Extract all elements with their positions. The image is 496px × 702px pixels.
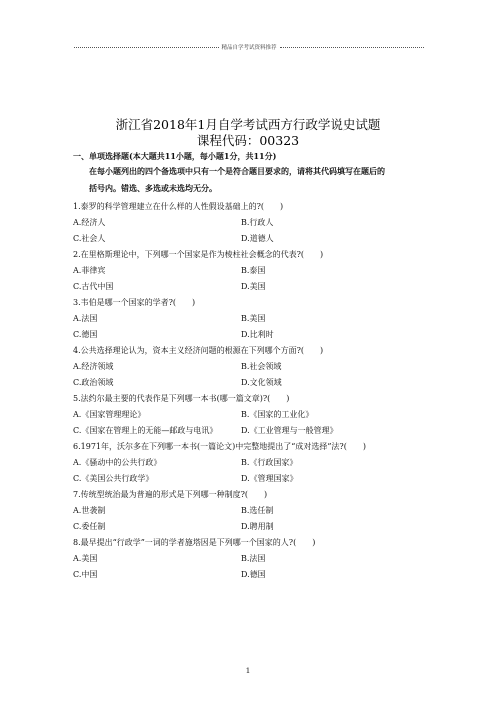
question-stem: 6.1971年，沃尔多在下列哪一本书(一篇论文)中完整地提出了“成对选择”法?( )	[73, 442, 366, 451]
question-stem: 5.法约尔最主要的代表作是下列哪一本书(哪一篇文章)?( )	[73, 394, 290, 403]
option-d: D.德国	[241, 570, 266, 579]
question-stem: 4.公共选择理论认为，资本主义经济问题的根源在下列哪个方面?( )	[73, 346, 324, 355]
option-a: A.经济人	[73, 218, 106, 227]
option-row	[73, 567, 433, 583]
option-c: C.《美国公共行政学》	[73, 474, 154, 483]
option-row	[73, 455, 433, 471]
option-d: D.美国	[241, 282, 266, 291]
option-c: C.委任制	[73, 522, 106, 531]
question-list	[73, 199, 433, 583]
question-stem: 3.韦伯是哪一个国家的学者?( )	[73, 298, 196, 307]
option-c: C.德国	[73, 330, 98, 339]
option-row	[73, 311, 433, 327]
option-row	[73, 279, 433, 295]
option-a: A.经济领域	[73, 362, 114, 371]
option-a: A.《国家管理理论》	[73, 410, 146, 419]
option-c: C.政治领域	[73, 378, 114, 387]
option-a: A.法国	[73, 314, 98, 323]
option-a: A.菲律宾	[73, 266, 106, 275]
option-a: A.《骚动中的公共行政》	[73, 458, 162, 467]
header-dots-right	[280, 47, 425, 48]
option-row	[73, 519, 433, 535]
option-row	[73, 359, 433, 375]
option-row	[73, 215, 433, 231]
header-dots-left	[74, 47, 219, 48]
option-d: D.道德人	[241, 234, 274, 243]
instruction-line-1: 在每小题列出的四个备选项中只有一个是符合题目要求的，请将其代码填写在题后的	[89, 166, 385, 176]
option-d: D.聘用制	[241, 522, 274, 531]
option-a: A.美国	[73, 554, 98, 563]
option-b: B.行政人	[241, 218, 274, 227]
option-b: B.《国家的工业化》	[241, 410, 314, 419]
option-row	[73, 423, 433, 439]
option-row	[73, 471, 433, 487]
option-row	[73, 327, 433, 343]
page-header	[74, 42, 424, 52]
course-code: 课程代码：00323	[196, 133, 300, 148]
option-b: B.社会领域	[241, 362, 282, 371]
option-row	[73, 551, 433, 567]
option-b: B.《行政国家》	[241, 458, 298, 467]
question-stem: 1.泰罗的科学管理建立在什么样的人性假设基础上的?( )	[73, 202, 284, 211]
option-d: D.文化领域	[241, 378, 282, 387]
option-c: C.中国	[73, 570, 98, 579]
question-stem: 8.最早提出“行政学”一词的学者施塔因是下列哪一个国家的人?( )	[73, 538, 316, 547]
question-stem: 2.在里格斯理论中，下列哪一个国家是作为棱柱社会概念的代表?( )	[73, 250, 324, 259]
option-row	[73, 375, 433, 391]
option-b: B.选任制	[241, 506, 274, 515]
option-b: B.泰国	[241, 266, 266, 275]
option-d: D.《工业管理与一般管理》	[241, 426, 338, 435]
option-d: D.《管理国家》	[241, 474, 298, 483]
option-a: A.世袭制	[73, 506, 106, 515]
section-heading: 一、单项选择题(本大题共11小题，每小题1分，共11分)	[73, 151, 277, 161]
option-c: C.社会人	[73, 234, 106, 243]
header-text: 精品自学考试资料推荐	[221, 45, 277, 51]
option-row	[73, 503, 433, 519]
option-c: C.《国家在管理上的无能—邮政与电讯》	[73, 426, 218, 435]
option-b: B.法国	[241, 554, 266, 563]
page-number: 1	[245, 666, 251, 675]
option-row	[73, 263, 433, 279]
option-row	[73, 231, 433, 247]
option-d: D.比利时	[241, 330, 274, 339]
option-row	[73, 407, 433, 423]
instruction-line-2: 括号内。错选、多选或未选均无分。	[89, 183, 217, 193]
option-c: C.古代中国	[73, 282, 114, 291]
exam-title: 浙江省2018年1月自学考试西方行政学说史试题	[115, 117, 381, 132]
question-stem: 7.传统型统治最为普遍的形式是下列哪一种制度?( )	[73, 490, 268, 499]
option-b: B.美国	[241, 314, 266, 323]
